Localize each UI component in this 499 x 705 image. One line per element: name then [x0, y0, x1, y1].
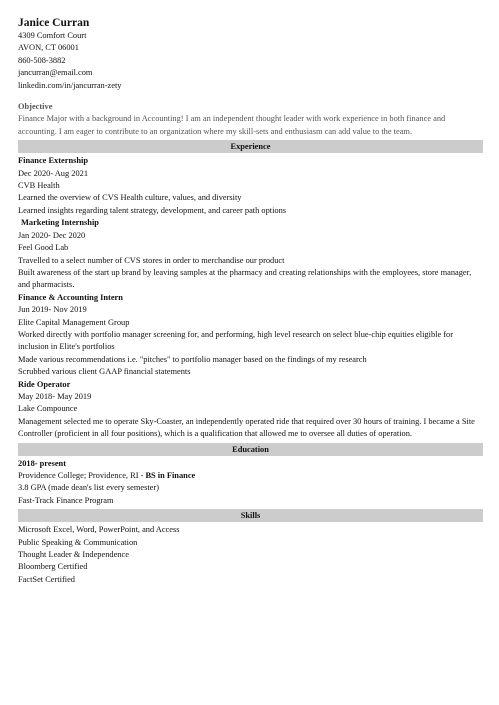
phone-number: 860-508-3882	[18, 55, 66, 65]
skill-item: Bloomberg Certified	[18, 562, 88, 572]
email-address[interactable]: jancurran@email.com	[18, 68, 93, 78]
education-gpa: 3.8 GPA (made dean's list every semester)	[18, 483, 159, 493]
job-title: Finance Externship	[18, 156, 89, 166]
job-bullet: Scrubbed various client GAAP financial statements	[18, 367, 191, 377]
education-heading: Education	[18, 443, 483, 456]
linkedin-link[interactable]: linkedin.com/in/jancurran-zety	[18, 80, 122, 90]
contact-block	[18, 16, 483, 92]
job-bullet: Learned the overview of CVS Health culture, values, and diversity	[18, 193, 242, 203]
skills-section	[18, 524, 483, 586]
objective-heading: Objective	[18, 102, 53, 112]
skill-item: Thought Leader & Independence	[18, 550, 129, 560]
job-bullet: Travelled to a select number of CVS stores in order to merchandise our product	[18, 255, 285, 265]
job-dates: May 2018- May 2019	[18, 391, 92, 401]
education-section	[18, 458, 483, 508]
job-title: Marketing Internship	[21, 218, 99, 228]
job-dates: Dec 2020- Aug 2021	[18, 168, 89, 178]
job-entry	[18, 155, 483, 217]
degree-name: BS in Finance	[145, 471, 196, 480]
education-period: 2018- present	[18, 458, 66, 468]
job-title: Ride Operator	[18, 379, 71, 389]
education-program: Fast-Track Finance Program	[18, 495, 114, 505]
job-dates: Jan 2020- Dec 2020	[18, 230, 86, 240]
job-bullet: Learned insights regarding talent strategy, development, and career path options	[18, 205, 287, 215]
address-line: 4309 Comfort Court	[18, 31, 87, 40]
objective-text: Finance Major with a background in Accounting! I am an independent thought leader with work experience in both finance and accounting. I am eager to contribute to an organization where my skill-sets and enthusiasm can add value to the team.	[18, 114, 446, 136]
experience-section	[18, 155, 483, 440]
skill-item: Microsoft Excel, Word, PowerPoint, and Access	[18, 525, 180, 535]
experience-heading: Experience	[18, 140, 483, 153]
job-title: Finance & Accounting Intern	[18, 292, 123, 302]
job-entry	[18, 292, 483, 379]
job-bullet: Made various recommendations i.e. "pitches" to portfolio manager based on the findings of my research	[18, 354, 367, 364]
job-company: Lake Compounce	[18, 404, 78, 414]
job-entry	[18, 217, 483, 291]
education-school-line	[18, 470, 483, 482]
job-company: Feel Good Lab	[18, 243, 69, 253]
objective-section	[18, 101, 483, 138]
job-entry	[18, 379, 483, 441]
job-bullet: Worked directly with portfolio manager screening for, and performing, high level research on select blue-chip equities eligible for inclusion in Elite's portfolios	[18, 329, 454, 352]
skill-item: Public Speaking & Communication	[18, 537, 138, 547]
job-company: CVB Health	[18, 181, 60, 191]
candidate-name: Janice Curran	[18, 17, 90, 29]
job-bullet: Management selected me to operate Sky-Coaster, an independently operated ride that required over 30 hours of training. I became a Site Controller (proficient in all four positions), which is a qualification that allowed me to oversee all duties of operation.	[18, 416, 475, 439]
skills-heading: Skills	[18, 509, 483, 522]
job-bullet: Built awareness of the start up brand by leaving samples at the pharmacy and creating relationships with the employees, store manager, and pharmacists.	[18, 267, 472, 290]
job-company: Elite Capital Management Group	[18, 317, 130, 327]
job-dates: Jun 2019- Nov 2019	[18, 305, 87, 315]
city-line: AVON, CT 06001	[18, 43, 79, 53]
school-name: Providence College; Providence, RI -	[18, 471, 146, 480]
resume-page	[18, 16, 483, 586]
skill-item: FactSet Certified	[18, 574, 75, 584]
